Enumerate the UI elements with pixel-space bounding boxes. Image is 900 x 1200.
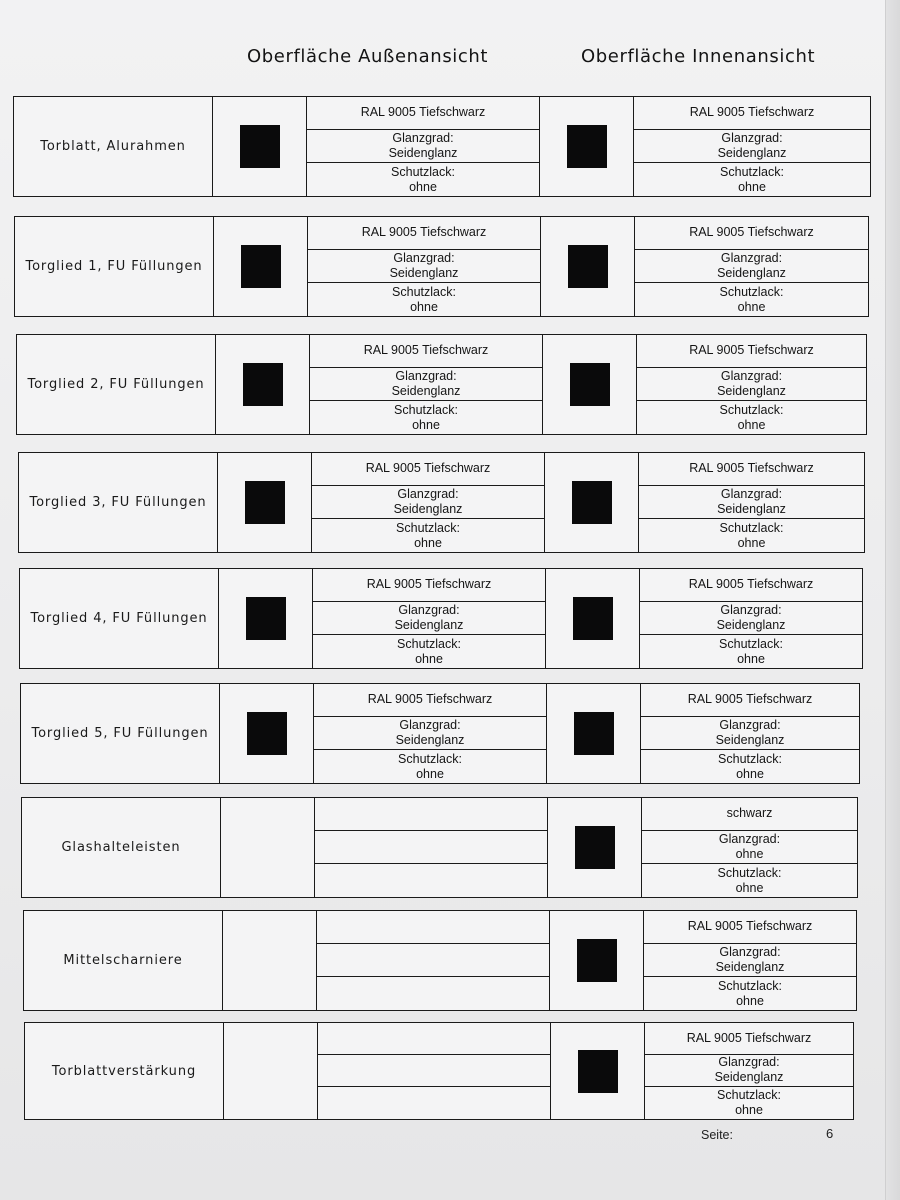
outer-swatch-cell — [219, 569, 313, 668]
color-value: RAL 9005 Tiefschwarz — [314, 684, 546, 717]
coat-value: Schutzlack: ohne — [717, 865, 782, 895]
heading-inner-surface: Oberfläche Innenansicht — [581, 46, 816, 67]
inner-spec — [642, 798, 857, 897]
gloss-value: Glanzgrad: Seidenglanz — [307, 130, 539, 164]
inner-spec — [644, 911, 856, 1010]
color-value: RAL 9005 Tiefschwarz — [644, 911, 856, 944]
outer-swatch-cell-empty — [224, 1023, 318, 1119]
color-swatch — [245, 481, 285, 524]
color-value: RAL 9005 Tiefschwarz — [641, 684, 859, 717]
color-value — [317, 911, 549, 944]
inner-spec — [639, 453, 864, 552]
color-swatch — [247, 712, 287, 755]
outer-swatch-cell — [214, 217, 308, 316]
color-swatch — [574, 712, 614, 755]
surface-row — [16, 334, 867, 435]
gloss-value: Glanzgrad: Seidenglanz — [637, 368, 866, 402]
page-label: Seite: — [701, 1128, 733, 1142]
gloss-value — [315, 831, 547, 865]
inner-swatch-cell — [551, 1023, 645, 1119]
outer-spec — [308, 217, 541, 316]
color-value — [318, 1023, 550, 1055]
color-swatch — [567, 125, 607, 168]
inner-swatch-cell — [547, 684, 641, 783]
gloss-value: Glanzgrad: Seidenglanz — [639, 486, 864, 520]
outer-spec — [317, 911, 550, 1010]
outer-swatch-cell — [220, 684, 314, 783]
inner-swatch-cell — [543, 335, 637, 434]
gloss-value: Glanzgrad: Seidenglanz — [635, 250, 868, 284]
coat-value: Schutzlack: ohne — [397, 636, 461, 666]
gloss-value: Glanzgrad: Seidenglanz — [641, 717, 859, 751]
outer-swatch-cell — [213, 97, 307, 196]
row-label: Torglied 3, FU Füllungen — [19, 453, 218, 552]
inner-spec — [640, 569, 862, 668]
coat-value: Schutzlack: ohne — [717, 1088, 781, 1118]
page-number: 6 — [826, 1126, 834, 1141]
inner-swatch-cell — [545, 453, 639, 552]
row-label: Glashalteleisten — [22, 798, 221, 897]
outer-swatch-cell-empty — [223, 911, 317, 1010]
inner-swatch-cell — [541, 217, 635, 316]
row-label: Torglied 2, FU Füllungen — [17, 335, 216, 434]
outer-spec — [310, 335, 543, 434]
gloss-value: Glanzgrad: Seidenglanz — [634, 130, 870, 164]
surface-row — [24, 1022, 854, 1120]
coat-value: Schutzlack: ohne — [391, 164, 455, 194]
row-label: Torglied 5, FU Füllungen — [21, 684, 220, 783]
color-value: RAL 9005 Tiefschwarz — [308, 217, 540, 250]
outer-swatch-cell-empty — [221, 798, 315, 897]
gloss-value: Glanzgrad: Seidenglanz — [640, 602, 862, 636]
surface-row — [18, 452, 865, 553]
coat-value: Schutzlack: ohne — [718, 978, 782, 1008]
color-value: RAL 9005 Tiefschwarz — [313, 569, 545, 602]
color-swatch — [575, 826, 615, 869]
inner-spec — [635, 217, 868, 316]
inner-swatch-cell — [550, 911, 644, 1010]
gloss-value: Glanzgrad: Seidenglanz — [310, 368, 542, 402]
gloss-value: Glanzgrad: Seidenglanz — [314, 717, 546, 751]
gloss-value: Glanzgrad: Seidenglanz — [308, 250, 540, 284]
color-swatch — [578, 1050, 618, 1093]
gloss-value — [318, 1055, 550, 1088]
color-swatch — [577, 939, 617, 982]
gloss-value: Glanzgrad: Seidenglanz — [313, 602, 545, 636]
surface-row — [13, 96, 871, 197]
color-value: RAL 9005 Tiefschwarz — [640, 569, 862, 602]
inner-spec — [645, 1023, 853, 1119]
coat-value: Schutzlack: ohne — [720, 164, 784, 194]
coat-value: Schutzlack: ohne — [719, 284, 784, 314]
outer-swatch-cell — [216, 335, 310, 434]
outer-spec — [307, 97, 540, 196]
coat-value: Schutzlack: ohne — [719, 520, 784, 550]
color-swatch — [573, 597, 613, 640]
gloss-value: Glanzgrad: Seidenglanz — [312, 486, 544, 520]
outer-spec — [312, 453, 545, 552]
color-swatch — [570, 363, 610, 406]
color-value: schwarz — [642, 798, 857, 831]
color-value: RAL 9005 Tiefschwarz — [310, 335, 542, 368]
gloss-value: Glanzgrad: Seidenglanz — [644, 944, 856, 978]
color-value: RAL 9005 Tiefschwarz — [307, 97, 539, 130]
page-edge — [885, 0, 900, 1200]
color-swatch — [568, 245, 608, 288]
color-swatch — [240, 125, 280, 168]
gloss-value: Glanzgrad: Seidenglanz — [645, 1055, 853, 1088]
row-label: Torglied 1, FU Füllungen — [15, 217, 214, 316]
inner-spec — [641, 684, 859, 783]
row-label: Torglied 4, FU Füllungen — [20, 569, 219, 668]
outer-spec — [314, 684, 547, 783]
surface-row — [21, 797, 858, 898]
coat-value: Schutzlack: ohne — [394, 402, 458, 432]
color-value: RAL 9005 Tiefschwarz — [637, 335, 866, 368]
outer-spec — [318, 1023, 551, 1119]
inner-swatch-cell — [548, 798, 642, 897]
row-label: Torblatt, Alurahmen — [14, 97, 213, 196]
surface-row — [19, 568, 863, 669]
inner-spec — [634, 97, 870, 196]
coat-value: Schutzlack: ohne — [396, 520, 460, 550]
coat-value: Schutzlack: ohne — [718, 751, 782, 781]
inner-spec — [637, 335, 866, 434]
coat-value: Schutzlack: ohne — [392, 284, 456, 314]
color-value: RAL 9005 Tiefschwarz — [634, 97, 870, 130]
color-value: RAL 9005 Tiefschwarz — [645, 1023, 853, 1055]
color-value: RAL 9005 Tiefschwarz — [635, 217, 868, 250]
inner-swatch-cell — [546, 569, 640, 668]
surface-row — [14, 216, 869, 317]
color-value — [315, 798, 547, 831]
outer-swatch-cell — [218, 453, 312, 552]
gloss-value — [317, 944, 549, 978]
color-value: RAL 9005 Tiefschwarz — [312, 453, 544, 486]
coat-value: Schutzlack: ohne — [398, 751, 462, 781]
coat-value: Schutzlack: ohne — [719, 636, 783, 666]
heading-outer-surface: Oberfläche Außenansicht — [247, 46, 489, 67]
surface-row — [23, 910, 857, 1011]
surface-row — [20, 683, 860, 784]
color-swatch — [572, 481, 612, 524]
color-value: RAL 9005 Tiefschwarz — [639, 453, 864, 486]
inner-swatch-cell — [540, 97, 634, 196]
coat-value — [315, 864, 547, 897]
coat-value: Schutzlack: ohne — [719, 402, 784, 432]
color-swatch — [243, 363, 283, 406]
coat-value — [317, 977, 549, 1010]
outer-spec — [315, 798, 548, 897]
outer-spec — [313, 569, 546, 668]
coat-value — [318, 1087, 550, 1119]
row-label: Mittelscharniere — [24, 911, 223, 1010]
color-swatch — [246, 597, 286, 640]
gloss-value: Glanzgrad: ohne — [642, 831, 857, 865]
row-label: Torblattverstärkung — [25, 1023, 224, 1119]
color-swatch — [241, 245, 281, 288]
